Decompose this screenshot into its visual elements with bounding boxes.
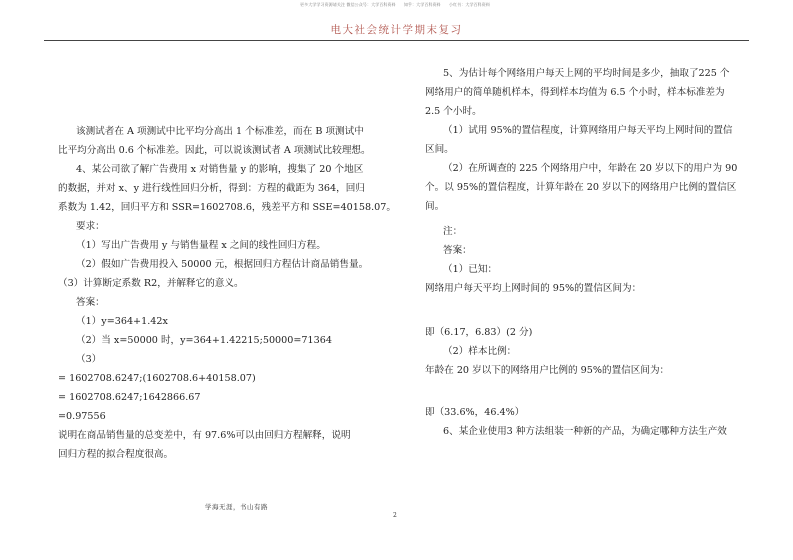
left-line: 的数据，并对 x、y 进行线性回归分析，得到：方程的截距为 364，回归 bbox=[58, 183, 365, 194]
left-line: 回归方程的拟合程度很高。 bbox=[58, 449, 174, 460]
left-line: 系数为 1.42，回归平方和 SSR=1602708.6，残差平方和 SSE=40158.07。 bbox=[58, 202, 396, 213]
right-line: 即（33.6%，46.4%） bbox=[425, 407, 525, 418]
page-header-title: 电大社会统计学期末复习 bbox=[330, 24, 463, 36]
left-line: 答案： bbox=[76, 297, 105, 308]
footer-motto: 学海无涯，书山有路 bbox=[205, 503, 268, 511]
page-number: 2 bbox=[393, 512, 397, 519]
right-line: 个。以 95%的置信程度，计算年龄在 20 岁以下的网络用户比例的置信区 bbox=[425, 182, 737, 193]
left-line: 要求： bbox=[76, 221, 105, 232]
right-line: 即（6.17，6.83）(2 分) bbox=[425, 327, 533, 338]
right-line: 5、为估计每个网络用户每天上网的平均时间是多少，抽取了225 个 bbox=[443, 68, 730, 79]
right-column bbox=[425, 64, 760, 441]
right-line: 年龄在 20 岁以下的网络用户比例的 95%的置信区间为： bbox=[425, 365, 670, 376]
left-line: （2）假如广告费用投入 50000 元，根据回归方程估计商品销售量。 bbox=[76, 259, 369, 270]
right-line: 答案： bbox=[443, 245, 472, 256]
left-line: 说明在商品销售量的总变差中，有 97.6%可以由回归方程解释，说明 bbox=[58, 430, 351, 441]
left-line: （1）y=364+1.42x bbox=[76, 316, 168, 327]
left-line: （3）计算断定系数 R2，并解释它的意义。 bbox=[58, 278, 244, 289]
left-line: （2）当 x=50000 时，y=364+1.42215;50000=71364 bbox=[76, 335, 332, 346]
left-line: （3） bbox=[76, 354, 102, 365]
right-line: （2）在所调查的 225 个网络用户中，年龄在 20 岁以下的用户为 90 bbox=[443, 163, 738, 174]
right-line: 6、某企业使用3 种方法组装一种新的产品，为确定哪种方法生产效 bbox=[443, 426, 727, 437]
right-line: 网络用户每天平均上网时间的 95%的置信区间为： bbox=[425, 283, 642, 294]
header-divider bbox=[44, 40, 749, 41]
right-line: （1）试用 95%的置信程度，计算网络用户每天平均上网时间的置信 bbox=[443, 125, 733, 136]
right-line: （2）样本比例： bbox=[443, 346, 517, 357]
left-column bbox=[58, 122, 398, 464]
right-line: 间。 bbox=[425, 201, 445, 212]
left-line: =0.97556 bbox=[58, 411, 106, 422]
top-note: 更多大学学习资源请关注 微信公众号：大学百科资料 知乎：大学百科资料 小红书：大学百科资料 bbox=[300, 2, 490, 7]
left-line: 4、某公司欲了解广告费用 x 对销售量 y 的影响，搜集了 20 个地区 bbox=[76, 164, 364, 175]
right-line: 注： bbox=[443, 226, 463, 237]
right-line: 2.5 个小时。 bbox=[425, 106, 482, 117]
left-line: 比平均分高出 0.6 个标准差。因此，可以说该测试者 A 项测试比较理想。 bbox=[58, 145, 371, 156]
left-line: = 1602708.6247;1642866.67 bbox=[58, 392, 201, 403]
right-line: （1）已知： bbox=[443, 264, 498, 275]
left-line: = 1602708.6247;(1602708.6+40158.07) bbox=[58, 373, 256, 384]
right-line: 网络用户的简单随机样本，得到样本均值为 6.5 个小时，样本标准差为 bbox=[425, 87, 725, 98]
left-line: 该测试者在 A 项测试中比平均分高出 1 个标准差，而在 B 项测试中 bbox=[76, 126, 364, 137]
right-line: 区间。 bbox=[425, 144, 454, 155]
left-line: （1）写出广告费用 y 与销售量程 x 之间的线性回归方程。 bbox=[76, 240, 326, 251]
